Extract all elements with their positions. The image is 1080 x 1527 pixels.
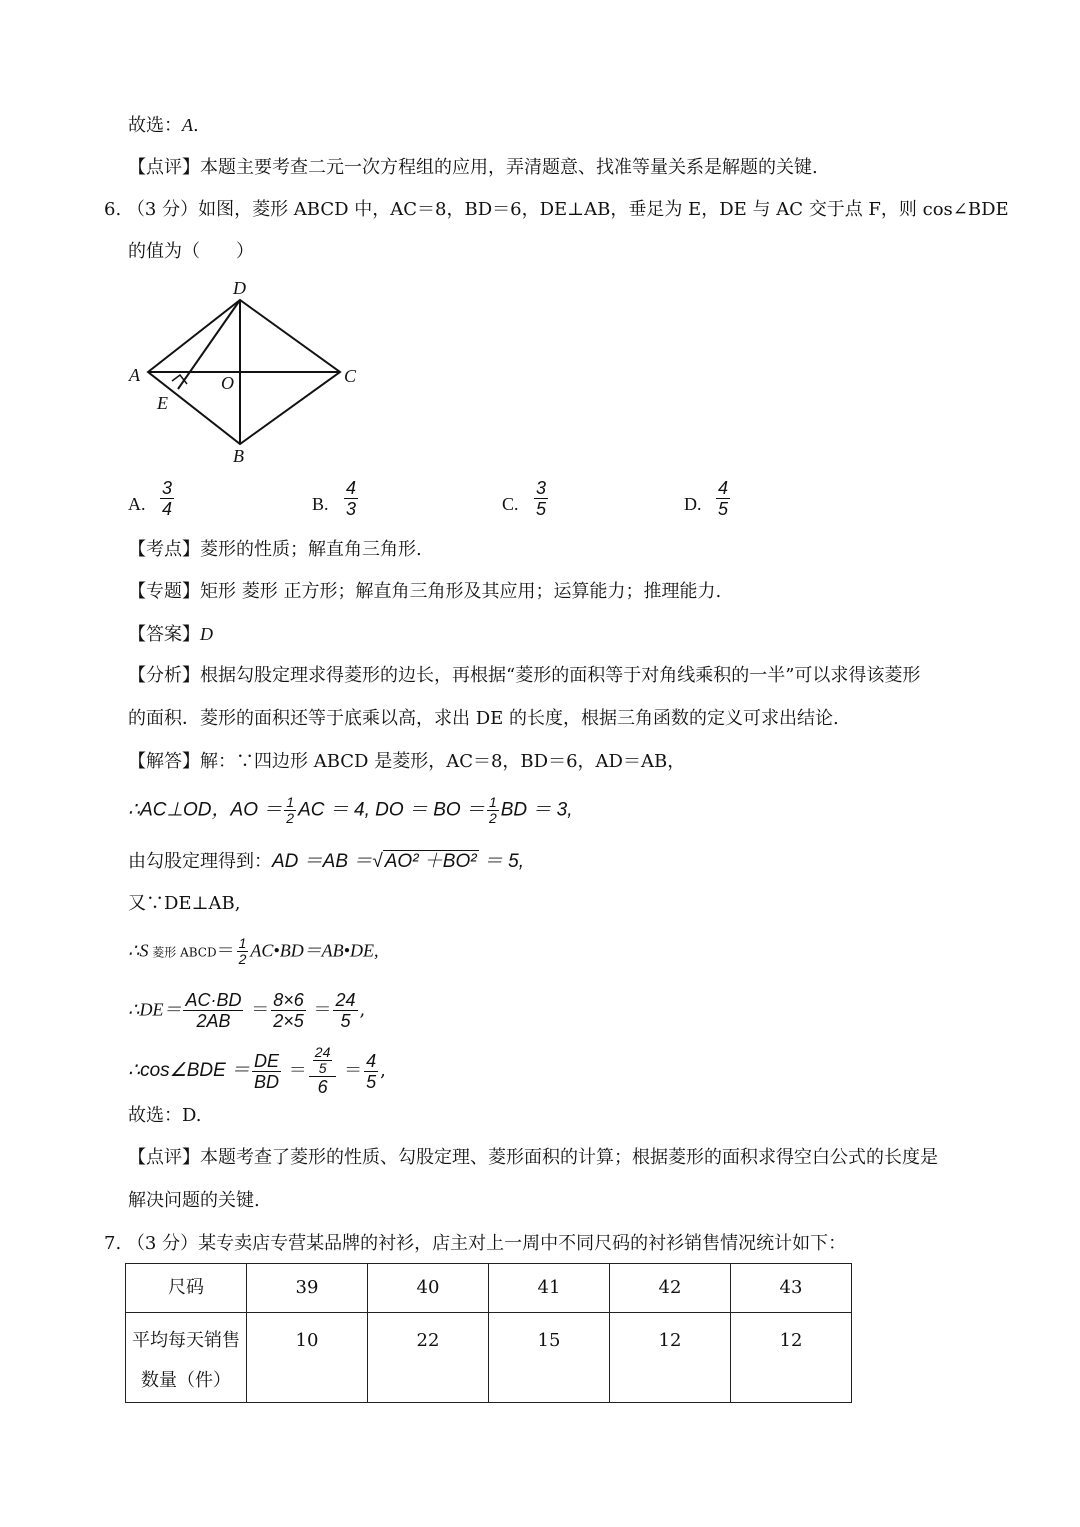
step6-compound-fraction: $\frac{\frac{24}{5}}{6}$ <box>309 1045 337 1097</box>
table-value-cell: 12 <box>731 1313 852 1403</box>
zhuanti-line: 【专题】矩形 菱形 正方形；解直角三角形及其应用；运算能力；推理能力. <box>128 581 722 602</box>
label-a: A <box>129 365 140 385</box>
sqrt-symbol: √ <box>372 851 383 872</box>
step5-fraction-2: $\frac{8\times 6}{2\times 5}$ <box>273 990 304 1031</box>
step5-fraction-3: $\frac{24}{5}$ <box>335 990 356 1031</box>
answer-line: 【答案】D <box>128 624 213 645</box>
label-c: C <box>344 366 357 386</box>
step5-fraction-1: $\frac{AC\cdot BD}{2AB}$ <box>185 990 242 1031</box>
label-o: O <box>221 373 234 393</box>
size-sales-table <box>125 1263 852 1403</box>
step6-line: ∴cos∠BDE ＝ $\frac{DE}{BD}$ ＝ $\frac{\frac{24}{5}}{6}$ ＝ $\frac{4}{5}$ , <box>128 1044 386 1097</box>
half-fraction-2: $\frac{1}{2}$ <box>488 794 497 826</box>
dianping-line1: 【点评】本题考查了菱形的性质、勾股定理、菱形面积的计算；根据菱形的面积求得空白公式的长度是 <box>128 1147 938 1168</box>
half-fraction-3: $\frac{1}{2}$ <box>238 935 247 967</box>
table-value-cell: 15 <box>489 1313 610 1403</box>
step6-inner-fraction: $\frac{24}{5}$ <box>314 1044 331 1076</box>
q5-choose-line: 故选：A. <box>128 115 199 136</box>
table-value-cell: 10 <box>247 1313 368 1403</box>
rhombus-figure <box>120 275 380 475</box>
table-size-cell: 40 <box>368 1264 489 1313</box>
q6-choose-line: 故选：D. <box>128 1105 202 1126</box>
dianping-line2: 解决问题的关键. <box>128 1190 260 1211</box>
option-b-fraction: $\frac{4}{3}$ <box>346 478 357 519</box>
step1-line: ∴AC⊥OD，AO ＝ $\frac{1}{2}$ AC ＝ 4, DO ＝ BO ＝ $\frac{1}{2}$ BD ＝ 3, <box>128 794 573 826</box>
label-d: D <box>233 278 246 298</box>
half-fraction-1: $\frac{1}{2}$ <box>286 794 295 826</box>
jieda-line1: 【解答】解：∵四边形 ABCD 是菱形，AC＝8，BD＝6，AD＝AB， <box>128 751 686 772</box>
table-data-row <box>126 1313 852 1403</box>
table-header-label: 尺码 <box>126 1264 247 1313</box>
step4-line: ∴S 菱形 ABCD＝ $\frac{1}{2}$ AC•BD＝AB•DE, <box>128 935 379 967</box>
label-e: E <box>157 393 168 413</box>
fenxi-line2: 的面积．菱形的面积还等于底乘以高，求出 DE 的长度，根据三角函数的定义可求出结论. <box>128 708 839 729</box>
q7-stem: 7. （3 分）某专卖店专营某品牌的衬衫，店主对上一周中不同尺码的衬衫销售情况统计如下： <box>104 1233 847 1254</box>
step6-fraction-1: $\frac{DE}{BD}$ <box>254 1050 280 1092</box>
step6-fraction-3: $\frac{4}{5}$ <box>366 1050 377 1092</box>
table-size-cell: 39 <box>247 1264 368 1313</box>
table-value-cell: 12 <box>610 1313 731 1403</box>
table-size-cell: 43 <box>731 1264 852 1313</box>
fenxi-line1: 【分析】根据勾股定理求得菱形的边长，再根据“菱形的面积等于对角线乘积的一半”可以求得该菱形 <box>128 665 921 686</box>
table-size-cell: 42 <box>610 1264 731 1313</box>
q6-stem-line1: 6. （3 分）如图，菱形 ABCD 中，AC＝8，BD＝6，DE⊥AB，垂足为 E，DE 与 AC 交于点 F，则 cos∠BDE <box>104 199 1009 220</box>
option-c-fraction: $\frac{3}{5}$ <box>536 478 547 519</box>
table-header-row <box>126 1264 852 1313</box>
step5-line: ∴DE＝ $\frac{AC\cdot BD}{2AB}$ ＝ $\frac{8\times 6}{2\times 5}$ ＝ $\frac{24}{5}$ , <box>128 990 366 1031</box>
step3-line: 又∵DE⊥AB, <box>128 893 241 914</box>
option-d-fraction: $\frac{4}{5}$ <box>718 478 729 519</box>
table-size-cell: 41 <box>489 1264 610 1313</box>
option-a-fraction: $\frac{3}{4}$ <box>162 478 173 519</box>
table-value-cell: 22 <box>368 1313 489 1403</box>
q6-stem-line2: 的值为（ ） <box>128 241 254 262</box>
label-b: B <box>233 446 244 466</box>
step2-line: 由勾股定理得到：AD ＝AB ＝√ AO² ＋BO² ＝ 5, <box>128 851 524 872</box>
table-row-label: 平均每天销售 数量（件） <box>126 1313 247 1403</box>
q5-comment-line: 【点评】本题主要考查二元一次方程组的应用，弄清题意、找准等量关系是解题的关键. <box>128 157 818 178</box>
kaodian-line: 【考点】菱形的性质；解直角三角形. <box>128 539 422 560</box>
